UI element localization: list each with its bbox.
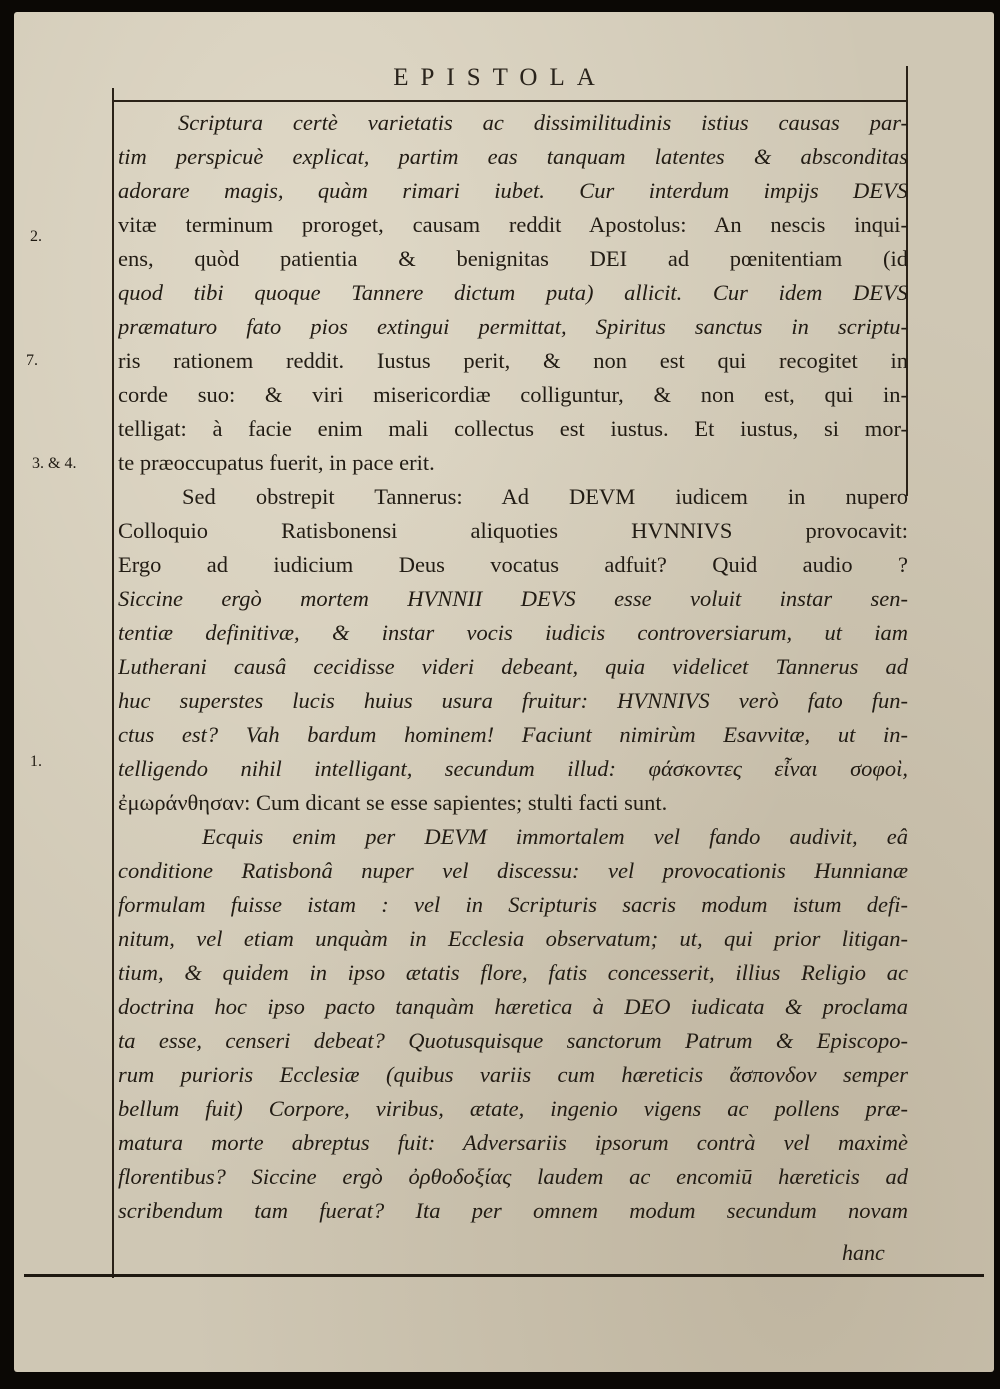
text-line: bellum fuit) Corpore, viribus, ætate, ingenio vigens ac pollens præ- [118,1096,908,1121]
margin-note-2: 7. [26,352,38,369]
text-line: tentiæ definitivæ, & instar vocis iudicis controversiarum, ut iam [118,620,908,645]
text-line: scribendum tam fuerat? Ita per omnem modum secundum novam [118,1198,908,1223]
text-line: telligendo nihil intelligant, secundum illud: φάσκοντες εἶναι σοφοὶ, [118,756,908,781]
text-line: matura morte abreptus fuit: Adversariis ipsorum contrà vel maximè [118,1130,908,1155]
text-line: ta esse, censeri debeat? Quotusquisque sanctorum Patrum & Episcopo- [118,1028,908,1053]
margin-note-4: 1. [30,753,42,770]
text-line: vitæ terminum proroget, causam reddit Apostolus: An nescis inqui- [118,212,908,237]
text-line: Siccine ergò mortem HVNNII DEVS esse voluit instar sen- [118,586,908,611]
text-line: huc superstes lucis huius usura fruitur: HVNNIVS verò fato fun- [118,688,908,713]
text-line: ens, quòd patientia & benignitas DEI ad pœnitentiam (id [118,246,908,271]
text-line: rum purioris Ecclesiæ (quibus variis cum hæreticis ἄσπονδον semper [118,1062,908,1087]
text-line: præmaturo fato pios extingui permittat, Spiritus sanctus in scriptu- [118,314,908,339]
text-line: Scriptura certè varietatis ac dissimilitudinis istius causas par- [178,110,908,135]
text-line: quod tibi quoque Tannere dictum puta) allicit. Cur idem DEVS [118,280,908,305]
text-line: nitum, vel etiam unquàm in Ecclesia observatum; ut, qui prior litigan- [118,926,908,951]
text-line: Colloquio Ratisbonensi aliquoties HVNNIVS provocavit: [118,518,908,543]
header-rule [112,100,908,102]
text-line: ἐμωράνθησαν: Cum dicant se esse sapientes; stulti facti sunt. [118,790,668,815]
text-line: formulam fuisse istam : vel in Scripturis sacris modum istum defi- [118,892,908,917]
text-line: ris rationem reddit. Iustus perit, & non est qui recogitet in [118,348,908,373]
margin-note-3: 3. & 4. [32,455,77,472]
text-line: tim perspicuè explicat, partim eas tanquam latentes & absconditas [118,144,908,169]
text-line: te præoccupatus fuerit, in pace erit. [118,450,435,475]
text-line: Lutherani causâ cecidisse videri debeant, quia videlicet Tannerus ad [118,654,908,679]
catchword: hanc [842,1240,885,1265]
margin-note-1: 2. [30,228,42,245]
running-header: EPISTOLA [393,64,607,91]
text-line: tium, & quidem in ipso ætatis flore, fatis concesserit, illius Religio ac [118,960,908,985]
text-line: Sed obstrepit Tannerus: Ad DEVM iudicem in nupero [182,484,908,509]
text-line: corde suo: & viri misericordiæ colliguntur, & non est, qui in- [118,382,908,407]
text-line: telligat: à facie enim mali collectus est iustus. Et iustus, si mor- [118,416,908,441]
text-line: florentibus? Siccine ergò ὀρθοδοξίας laudem ac encomiū hæreticis ad [118,1164,908,1189]
text-line: adorare magis, quàm rimari iubet. Cur interdum impijs DEVS [118,178,908,203]
bottom-rule [24,1274,984,1277]
text-line: Ecquis enim per DEVM immortalem vel fando audivit, eâ [202,824,908,849]
text-line: ctus est? Vah bardum hominem! Faciunt nimirùm Esavvitæ, ut in- [118,722,908,747]
text-line: doctrina hoc ipso pacto tanquàm hæretica à DEO iudicata & proclama [118,994,908,1019]
left-frame-rule [112,88,114,1278]
body-text [118,106,908,1228]
text-line: conditione Ratisbonâ nuper vel discessu: vel provocationis Hunnianæ [118,858,908,883]
text-line: Ergo ad iudicium Deus vocatus adfuit? Quid audio ? [118,552,908,577]
